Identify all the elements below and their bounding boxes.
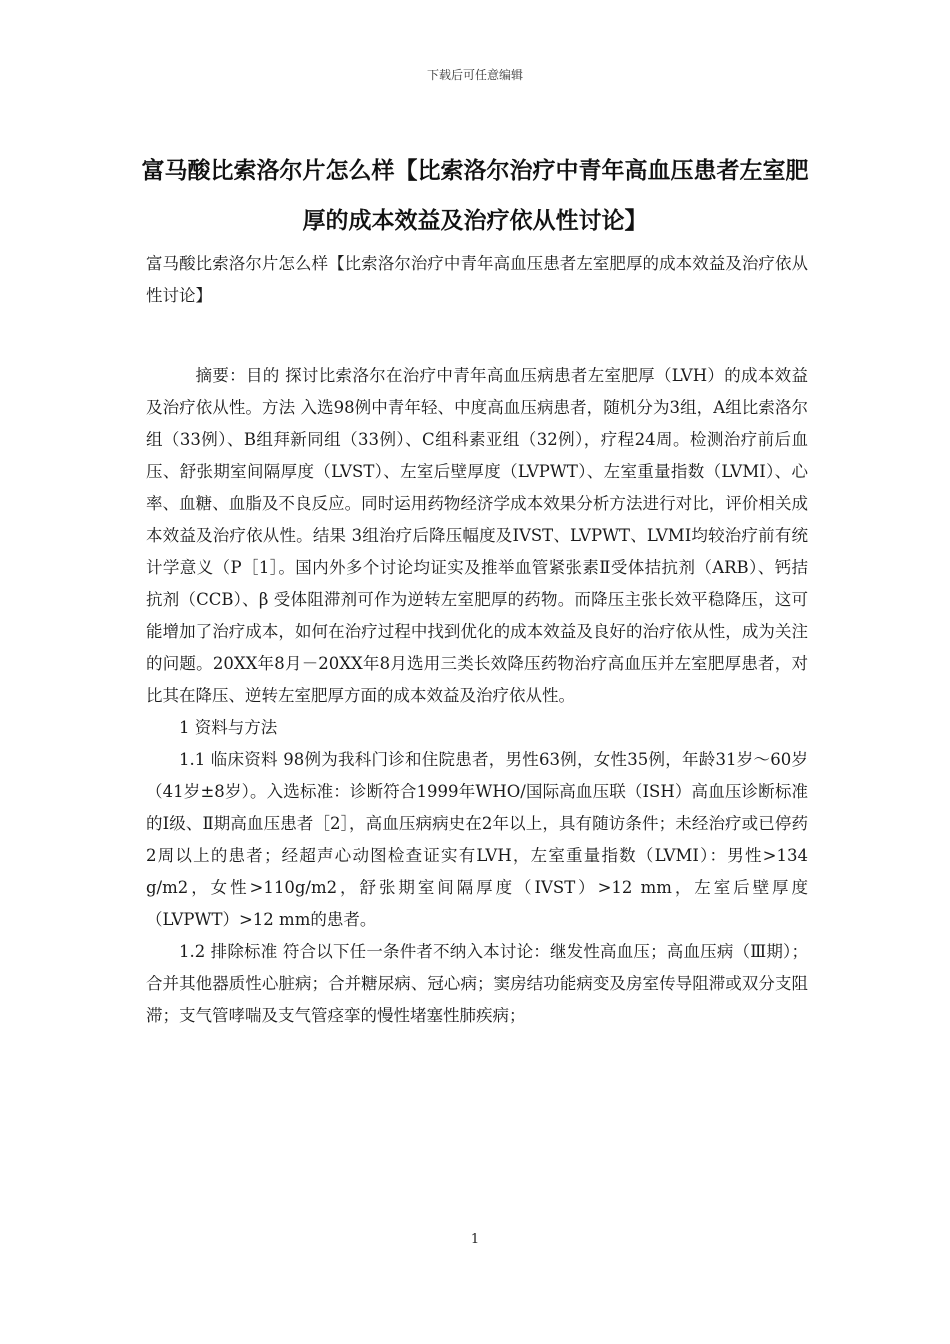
- body-paragraph: 1.1 临床资料 98例为我科门诊和住院患者，男性63例，女性35例，年龄31岁～60岁（41岁±8岁）。入选标准：诊断符合1999年WHO/国际高血压联（ISH）高血压诊断标准的Ⅰ级、Ⅱ期高血压患者［2］，高血压病病史在2年以上，具有随访条件；未经治疗或已停药2周以上的患者；经超声心动图检查证实有LVH，左室重量指数（LVMI）：男性>134 g/m2，女性>110g/m2，舒张期室间隔厚度（IVST）>12 mm，左室后壁厚度（LVPWT）>12 mm的患者。: [146, 750, 808, 929]
- document-title: 富马酸比索洛尔片怎么样【比索洛尔治疗中青年高血压患者左室肥厚的成本效益及治疗依从性讨论】: [141, 158, 809, 234]
- document-body: [146, 248, 808, 1032]
- page-number: 1: [470, 1232, 480, 1247]
- abstract-paragraph: 摘要：目的 探讨比索洛尔在治疗中青年高血压病患者左室肥厚（LVH）的成本效益及治疗依从性。方法 入选98例中青年轻、中度高血压病患者，随机分为3组，A组比索洛尔组（33例）、B组拜新同组（33例）、C组科素亚组（32例），疗程24周。检测治疗前后血压、舒张期室间隔厚度（LVST）、左室后壁厚度（LVPWT）、左室重量指数（LVMI）、心率、血糖、血脂及不良反应。同时运用药物经济学成本效果分析方法进行对比，评价相关成本效益及治疗依从性。结果 3组治疗后降压幅度及IVST、LVPWT、LVMI均较治疗前有统计学意义（P［1］。国内外多个讨论均证实及推举血管紧张素Ⅱ受体拮抗剂（ARB）、钙拮抗剂（CCB）、β 受体阻滞剂可作为逆转左室肥厚的药物。而降压主张长效平稳降压，这可能增加了治疗成本，如何在治疗过程中找到优化的成本效益及良好的治疗依从性，成为关注的问题。20XX年8月－20XX年8月选用三类长效降压药物治疗高血压并左室肥厚患者，对比其在降压、逆转左室肥厚方面的成本效益及治疗依从性。: [146, 366, 808, 705]
- document-subtitle: 富马酸比索洛尔片怎么样【比索洛尔治疗中青年高血压患者左室肥厚的成本效益及治疗依从性讨论】: [146, 254, 808, 305]
- body-paragraph: 1.2 排除标准 符合以下任一条件者不纳入本讨论：继发性高血压；高血压病（Ⅲ期）；合并其他器质性心脏病；合并糖尿病、冠心病；窦房结功能病变及房室传导阻滞或双分支阻滞；支气管哮喘及支气管痉挛的慢性堵塞性肺疾病；: [146, 942, 808, 1025]
- page-header: 下载后可任意编辑: [426, 68, 523, 82]
- section-heading: 1 资料与方法: [179, 718, 278, 737]
